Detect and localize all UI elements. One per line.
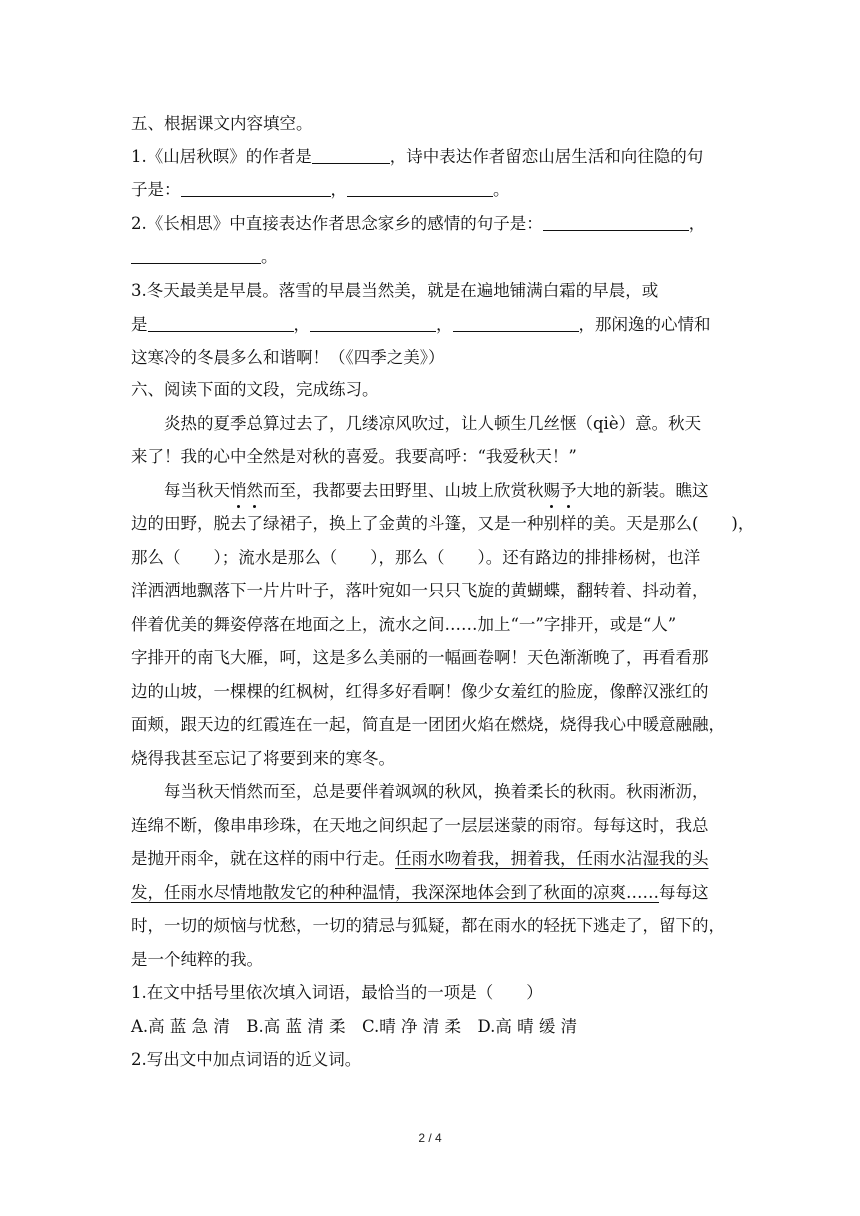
q5-1-text-d: ， [330, 180, 347, 199]
para2-text-1c: 大地的新装。瞧这 [576, 481, 709, 500]
q5-3-text-f: 这寒冷的冬晨多么和谐啊！（《四季之美》） [131, 348, 445, 367]
section-6-heading-text: 六、阅读下面的文段，完成练习。 [131, 380, 379, 399]
para3-line1 [164, 780, 709, 804]
para2-text-4: 洋洒洒地飘落下一片片叶子，落叶宛如一只只飞旋的黄蝴蝶，翻转着、抖动着， [131, 581, 709, 600]
q5-3-line1 [131, 279, 658, 303]
para3-line6 [131, 948, 263, 972]
q5-2-text-c: 。 [261, 247, 278, 266]
answer-blank[interactable] [148, 315, 294, 332]
para2-text-9: 烧得我甚至忘记了将要到来的寒冬。 [131, 749, 395, 768]
dotted-word-char: 赐 [544, 479, 561, 503]
underlined-sentence: 发，任雨水尽情地散发它的种种温情，我深深地体会到了秋面的凉爽…… [131, 883, 659, 902]
q5-1-text-c: 子是： [131, 180, 181, 199]
para2-line6 [131, 646, 709, 670]
para2-line7 [131, 680, 709, 704]
q5-1-line2 [131, 178, 510, 202]
answer-blank[interactable] [347, 180, 493, 197]
para2-line5 [131, 613, 676, 637]
q5-3-line2 [131, 313, 711, 337]
dotted-word-char: 悄 [230, 479, 247, 503]
para1-line1 [164, 412, 701, 436]
q5-2-text-b: ， [688, 214, 706, 233]
para3-text-4b: 每每这 [659, 883, 709, 902]
para3-text-1: 每当秋天悄然而至，总是要伴着飒飒的秋风，换着柔长的秋雨。秋雨淅沥， [164, 782, 709, 801]
q6-1-options-text: A.高 蓝 急 清 B.高 蓝 清 柔 C.晴 净 清 柔 D.高 晴 缓 清 [131, 1017, 578, 1036]
q5-1-text-b: ，诗中表达作者留恋山居生活和向往隐的句 [389, 147, 704, 166]
para3-line4 [131, 881, 709, 905]
dotted-word-char: 然 [247, 479, 264, 503]
q5-1-text-e: 。 [493, 180, 510, 199]
para1-line2 [131, 445, 577, 469]
q5-2-line1 [131, 212, 705, 236]
q6-2 [131, 1048, 361, 1072]
q5-3-text-c: ， [293, 315, 310, 334]
answer-blank[interactable] [131, 247, 261, 264]
para2-line8 [131, 713, 725, 737]
q5-3-text-a: 3.冬天最美是早晨。落雪的早晨当然美，就是在遍地铺满白霜的早晨，或 [131, 281, 659, 300]
q6-2-text: 2.写出文中加点词语的近义词。 [131, 1050, 362, 1069]
para2-text-5: 伴着优美的舞姿停落在地面之上，流水之间……加上“一”字排开，或是“人” [131, 615, 677, 634]
para2-text-3: 那么（ ）；流水是那么（ ），那么（ ）。还有路边的排排杨树，也洋 [131, 548, 701, 567]
page-number: 2 / 4 [418, 1131, 442, 1145]
q6-1-text: 1.在文中括号里依次填入词语，最恰当的一项是（ ） [131, 983, 543, 1002]
dotted-word-char: 予 [560, 479, 577, 503]
q5-1-text-a: 1.《山居秋暝》的作者是 [131, 147, 312, 166]
para2-text-7: 边的山坡，一棵棵的红枫树，红得多好看啊！像少女羞红的脸庞，像醉汉涨红的 [131, 682, 709, 701]
section-5-heading [131, 112, 313, 136]
para2-text-1a: 每当秋天 [164, 481, 230, 500]
answer-blank[interactable] [312, 147, 390, 164]
para2-line4 [131, 579, 709, 603]
q5-3-text-d: ， [436, 315, 453, 334]
section-5-heading-text: 五、根据课文内容填空。 [131, 114, 313, 133]
q5-3-line3 [131, 346, 445, 370]
q5-2-text-a: 2.《长相思》中直接表达作者思念家乡的感情的句子是： [131, 214, 543, 233]
answer-blank[interactable] [310, 315, 436, 332]
underlined-sentence: 任雨水吻着我，拥着我，任雨水沾湿我的头 [395, 849, 709, 868]
q5-3-text-b: 是 [131, 315, 148, 334]
para2-line9 [131, 747, 395, 771]
para2-line2 [131, 512, 754, 536]
para2-text-8: 面颊，跟天边的红霞连在一起，简直是一团团火焰在燃烧，烧得我心中暖意融融， [131, 715, 725, 734]
q6-1-options [131, 1015, 577, 1039]
para2-text-1b: 而至，我都要去田野里、山坡上欣赏秋 [263, 481, 544, 500]
para1-text-1: 炎热的夏季总算过去了，几缕凉风吹过，让人顿生几丝惬（qiè）意。秋天 [164, 414, 702, 433]
q6-1 [131, 981, 543, 1005]
para3-text-3a: 是抛开雨伞，就在这样的雨中行走。 [131, 849, 395, 868]
para3-text-6: 是一个纯粹的我。 [131, 950, 263, 969]
q5-2-line2 [131, 245, 278, 269]
answer-blank[interactable] [181, 180, 331, 197]
para2-line3 [131, 546, 700, 570]
para1-text-2: 来了！我的心中全然是对秋的喜爱。我要高呼：“我爱秋天！” [131, 447, 577, 466]
para3-text-2: 连绵不断，像串串珍珠，在天地之间织起了一层层迷蒙的雨帘。每每这时，我总 [131, 816, 709, 835]
para3-line2 [131, 814, 709, 838]
q5-1-line1 [131, 145, 703, 169]
para3-line3 [131, 847, 709, 871]
para2-line1 [164, 479, 709, 503]
para3-line5 [131, 914, 725, 938]
q5-3-text-e: ，那闲逸的心情和 [578, 315, 711, 334]
para3-text-5: 时，一切的烦恼与忧愁，一切的猜忌与狐疑，都在雨水的轻抚下逃走了，留下的， [131, 916, 725, 935]
para2-text-6: 字排开的南飞大雁，呵，这是多么美丽的一幅画卷啊！天色渐渐晚了，再看看那 [131, 648, 709, 667]
answer-blank[interactable] [543, 214, 689, 231]
answer-blank[interactable] [453, 315, 579, 332]
para2-text-2: 边的田野，脱去了绿裙子，换上了金黄的斗篷，又是一种别样的美。天是那么( )， [131, 514, 755, 533]
section-6-heading [131, 378, 379, 402]
